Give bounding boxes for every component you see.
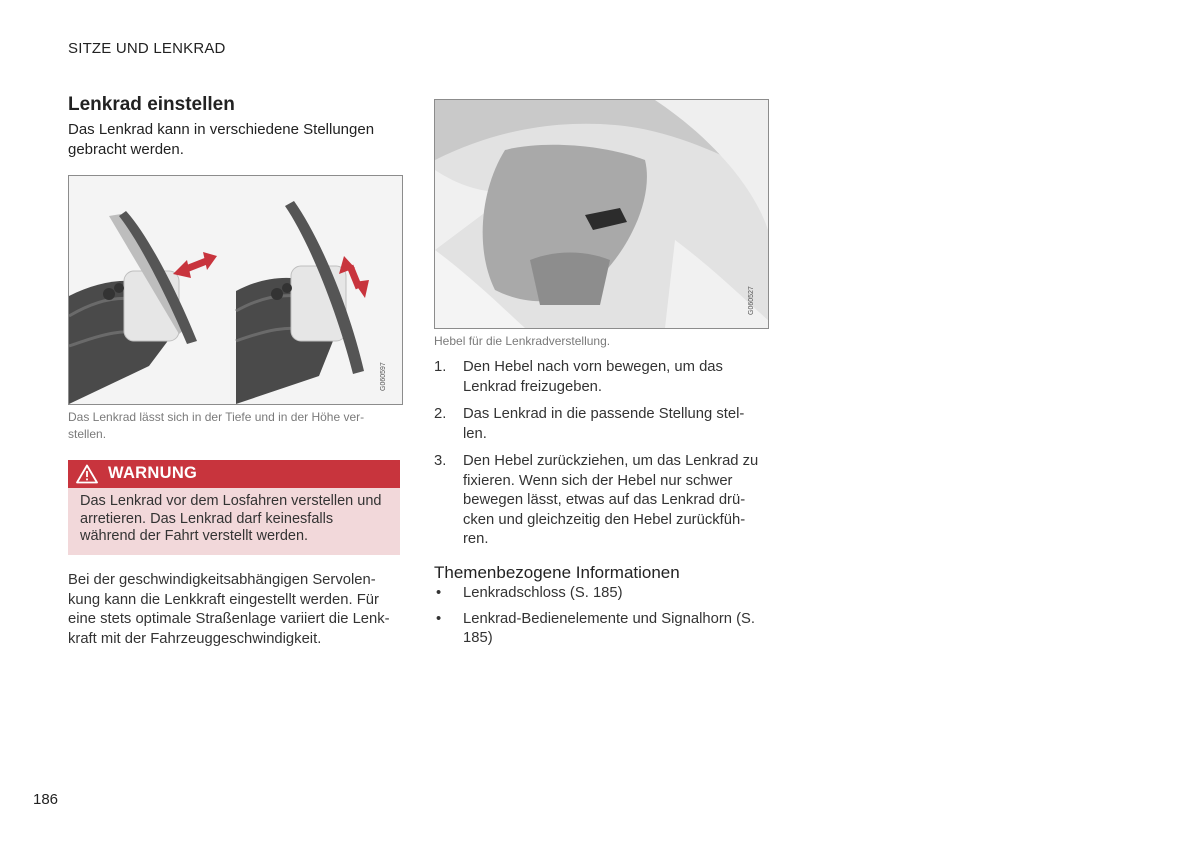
figure-code-left: G060597	[380, 362, 387, 391]
related-list	[434, 584, 764, 655]
body-paragraph: Bei der geschwindigkeitsabhängigen Servolen-kung kann die Lenkkraft eingestellt werden. Für eine stets optimale Straßenlage variiert die Lenk-kraft mit der Fahrzeuggeschwindigkeit.	[68, 572, 390, 647]
warning-header	[68, 460, 400, 488]
step-item	[434, 358, 764, 397]
steps-list	[434, 358, 764, 558]
step-text: Den Hebel zurückziehen, um das Lenkrad zu fixieren. Wenn sich der Hebel nur schwer bewegen lässt, etwas auf das Lenkrad drü-cken und gleichzeitig den Hebel zurückfüh-ren.	[463, 453, 759, 547]
step-number: 2.	[434, 406, 447, 422]
related-link-text: Lenkradschloss (S. 185)	[463, 585, 623, 601]
page-number: 186	[33, 791, 59, 808]
step-text: Den Hebel nach vorn bewegen, um das Lenkrad freizugeben.	[463, 359, 723, 395]
step-item	[434, 452, 764, 550]
bullet-icon: •	[436, 585, 442, 601]
steering-adjust-illustration	[69, 176, 402, 404]
related-link-text: Lenkrad-Bedienelemente und Signalhorn (S. 185)	[463, 610, 756, 646]
related-link-bedienelemente[interactable]	[434, 610, 764, 649]
lever-illustration	[435, 100, 768, 328]
section-title: Lenkrad einstellen	[68, 94, 235, 115]
lever-figure	[434, 99, 769, 329]
step-text: Das Lenkrad in die passende Stellung stel-len.	[463, 406, 745, 442]
step-number: 1.	[434, 359, 447, 375]
step-item	[434, 405, 764, 444]
figure-caption-left: Das Lenkrad lässt sich in der Tiefe und in der Höhe ver-stellen.	[68, 410, 365, 441]
steering-adjust-figure	[68, 175, 403, 405]
figure-caption-right: Hebel für die Lenkradverstellung.	[434, 334, 611, 348]
warning-triangle-icon	[76, 464, 98, 484]
bullet-icon: •	[436, 610, 442, 627]
step-number: 3.	[434, 453, 447, 469]
running-head: SITZE UND LENKRAD	[68, 40, 226, 57]
warning-text: Das Lenkrad vor dem Losfahren verstellen und arretieren. Das Lenkrad darf keinesfalls während der Fahrt verstellt werden.	[68, 488, 400, 555]
warning-title: WARNUNG	[108, 464, 198, 482]
related-link-lenkradschloss[interactable]	[434, 584, 764, 604]
intro-text: Das Lenkrad kann in verschiedene Stellungen gebracht werden.	[68, 121, 375, 158]
figure-code-right: G060527	[748, 286, 755, 315]
warning-box	[68, 460, 400, 555]
related-title: Themenbezogene Informationen	[434, 563, 680, 582]
